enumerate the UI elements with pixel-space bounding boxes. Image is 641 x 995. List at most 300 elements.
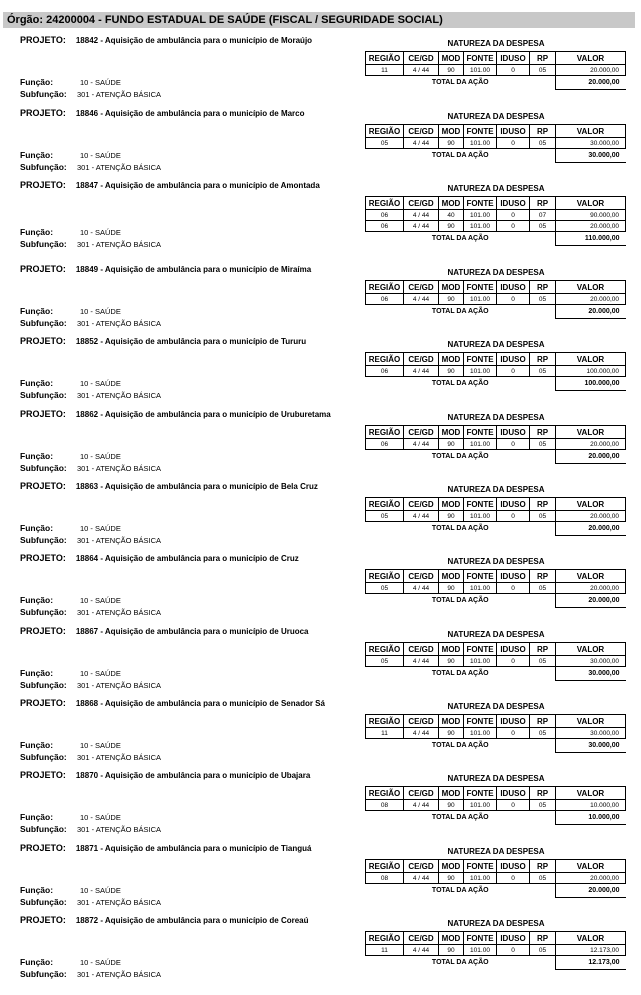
col-header: VALOR xyxy=(556,787,626,800)
table-cell: 05 xyxy=(530,439,556,450)
funcao-label: Função: xyxy=(20,227,54,237)
col-header: RP xyxy=(530,353,556,366)
subfuncao-value: 301 - ATENÇÃO BÁSICA xyxy=(77,319,162,328)
table-cell: 05 xyxy=(530,294,556,305)
subfuncao-value: 301 - ATENÇÃO BÁSICA xyxy=(77,90,162,99)
project-number: 18868 xyxy=(75,699,99,708)
total-value: 20.000,00 xyxy=(556,594,626,608)
despesa-table xyxy=(365,642,626,681)
project-description: Aquisição de ambulância para o município de Moraújo xyxy=(104,36,313,45)
col-header: VALOR xyxy=(556,353,626,366)
project-description: Aquisição de ambulância para o município de Coreaú xyxy=(104,916,309,925)
table-cell: 90 xyxy=(439,366,464,377)
project-label: PROJETO: xyxy=(20,336,66,346)
subfuncao-label: Subfunção: xyxy=(20,969,67,979)
despesa-table xyxy=(365,51,626,90)
project-block xyxy=(0,913,641,986)
table-cell: 0 xyxy=(497,210,530,221)
table-cell: 11 xyxy=(366,65,404,76)
project-description: Aquisição de ambulância para o município de Ubajara xyxy=(104,771,311,780)
project-block xyxy=(0,178,641,262)
col-header: IDUSO xyxy=(497,197,530,210)
table-cell: 4 / 44 xyxy=(404,439,439,450)
natureza-title: NATUREZA DA DESPESA xyxy=(447,485,545,494)
funcao-label: Função: xyxy=(20,378,54,388)
col-header: VALOR xyxy=(556,197,626,210)
table-cell: 101.00 xyxy=(464,511,497,522)
subfuncao-label: Subfunção: xyxy=(20,390,67,400)
col-header: REGIÃO xyxy=(366,353,404,366)
project-line: PROJETO: 18872 - Aquisição de ambulância para o município de Coreaú xyxy=(20,915,309,925)
funcao-label: Função: xyxy=(20,77,54,87)
table-cell: 90 xyxy=(439,583,464,594)
table-row xyxy=(366,439,626,450)
col-header: CE/GD xyxy=(404,643,439,656)
project-block xyxy=(0,841,641,914)
funcao-value: 10 - SAÚDE xyxy=(80,307,121,316)
despesa-table xyxy=(365,425,626,464)
col-header: CE/GD xyxy=(404,52,439,65)
table-cell: 05 xyxy=(530,138,556,149)
table-cell: 0 xyxy=(497,294,530,305)
col-header: CE/GD xyxy=(404,570,439,583)
funcao-label: Função: xyxy=(20,957,54,967)
col-header: IDUSO xyxy=(497,715,530,728)
project-number: 18847 xyxy=(75,181,99,190)
total-label: TOTAL DA AÇÃO xyxy=(431,380,489,388)
table-cell: 06 xyxy=(366,294,404,305)
table-cell: 30.000,00 xyxy=(556,138,626,149)
col-header: IDUSO xyxy=(497,52,530,65)
table-cell: 4 / 44 xyxy=(404,873,439,884)
project-number: 18871 xyxy=(75,844,99,853)
subfuncao-value: 301 - ATENÇÃO BÁSICA xyxy=(77,898,162,907)
col-header: RP xyxy=(530,643,556,656)
col-header: FONTE xyxy=(464,787,497,800)
col-header: RP xyxy=(530,197,556,210)
col-header: VALOR xyxy=(556,52,626,65)
project-description: Aquisição de ambulância para o município de Senador Sá xyxy=(104,699,325,708)
col-header: MOD xyxy=(439,570,464,583)
col-header: VALOR xyxy=(556,281,626,294)
table-cell: 05 xyxy=(530,945,556,956)
total-row xyxy=(366,377,626,391)
table-cell: 101.00 xyxy=(464,65,497,76)
subfuncao-label: Subfunção: xyxy=(20,897,67,907)
project-label: PROJETO: xyxy=(20,409,66,419)
project-line: PROJETO: 18842 - Aquisição de ambulância para o município de Moraújo xyxy=(20,35,313,45)
table-cell: 101.00 xyxy=(464,945,497,956)
col-header: REGIÃO xyxy=(366,125,404,138)
project-number: 18849 xyxy=(75,265,99,274)
subfuncao-value: 301 - ATENÇÃO BÁSICA xyxy=(77,240,162,249)
total-value: 30.000,00 xyxy=(556,739,626,753)
despesa-table xyxy=(365,124,626,163)
table-row xyxy=(366,366,626,377)
subfuncao-value: 301 - ATENÇÃO BÁSICA xyxy=(77,681,162,690)
total-label: TOTAL DA AÇÃO xyxy=(431,597,489,605)
project-number: 18872 xyxy=(75,916,99,925)
despesa-table xyxy=(365,859,626,898)
project-label: PROJETO: xyxy=(20,698,66,708)
table-cell: 40 xyxy=(439,210,464,221)
project-block xyxy=(0,551,641,624)
table-row xyxy=(366,873,626,884)
col-header: VALOR xyxy=(556,426,626,439)
table-cell: 05 xyxy=(530,583,556,594)
funcao-value: 10 - SAÚDE xyxy=(80,741,121,750)
table-cell: 101.00 xyxy=(464,800,497,811)
col-header: RP xyxy=(530,932,556,945)
total-label: TOTAL DA AÇÃO xyxy=(431,742,489,750)
table-cell: 4 / 44 xyxy=(404,138,439,149)
project-label: PROJETO: xyxy=(20,915,66,925)
project-label: PROJETO: xyxy=(20,481,66,491)
table-cell: 90 xyxy=(439,439,464,450)
col-header: CE/GD xyxy=(404,715,439,728)
total-value: 12.173,00 xyxy=(556,956,626,970)
despesa-table xyxy=(365,497,626,536)
col-header: MOD xyxy=(439,125,464,138)
table-cell: 4 / 44 xyxy=(404,65,439,76)
table-cell: 11 xyxy=(366,728,404,739)
table-cell: 4 / 44 xyxy=(404,221,439,232)
despesa-table xyxy=(365,569,626,608)
table-cell: 4 / 44 xyxy=(404,210,439,221)
table-cell: 90 xyxy=(439,728,464,739)
table-cell: 20.000,00 xyxy=(556,583,626,594)
project-description: Aquisição de ambulância para o município de Bela Cruz xyxy=(104,482,318,491)
natureza-title: NATUREZA DA DESPESA xyxy=(447,630,545,639)
col-header: MOD xyxy=(439,860,464,873)
total-row xyxy=(366,667,626,681)
col-header: IDUSO xyxy=(497,787,530,800)
table-cell: 12.173,00 xyxy=(556,945,626,956)
col-header: CE/GD xyxy=(404,353,439,366)
subfuncao-value: 301 - ATENÇÃO BÁSICA xyxy=(77,464,162,473)
project-line: PROJETO: 18846 - Aquisição de ambulância para o município de Marco xyxy=(20,108,305,118)
col-header: FONTE xyxy=(464,570,497,583)
project-number: 18867 xyxy=(75,627,99,636)
total-label: TOTAL DA AÇÃO xyxy=(431,235,489,243)
col-header: FONTE xyxy=(464,281,497,294)
project-number: 18864 xyxy=(75,554,99,563)
col-header: IDUSO xyxy=(497,125,530,138)
table-header-row xyxy=(366,52,626,65)
col-header: FONTE xyxy=(464,643,497,656)
table-cell: 08 xyxy=(366,800,404,811)
table-cell: 06 xyxy=(366,366,404,377)
col-header: CE/GD xyxy=(404,426,439,439)
col-header: REGIÃO xyxy=(366,570,404,583)
funcao-value: 10 - SAÚDE xyxy=(80,379,121,388)
table-cell: 101.00 xyxy=(464,366,497,377)
col-header: FONTE xyxy=(464,498,497,511)
col-header: CE/GD xyxy=(404,498,439,511)
table-cell: 101.00 xyxy=(464,221,497,232)
project-block xyxy=(0,334,641,407)
table-cell: 06 xyxy=(366,221,404,232)
orgao-header: Órgão: 24200004 - FUNDO ESTADUAL DE SAÚDE (FISCAL / SEGURIDADE SOCIAL) xyxy=(3,12,635,28)
total-value: 100.000,00 xyxy=(556,377,626,391)
natureza-title: NATUREZA DA DESPESA xyxy=(447,413,545,422)
table-cell: 20.000,00 xyxy=(556,294,626,305)
table-cell: 4 / 44 xyxy=(404,294,439,305)
subfuncao-value: 301 - ATENÇÃO BÁSICA xyxy=(77,753,162,762)
total-label: TOTAL DA AÇÃO xyxy=(431,525,489,533)
col-header: REGIÃO xyxy=(366,426,404,439)
project-label: PROJETO: xyxy=(20,553,66,563)
col-header: FONTE xyxy=(464,353,497,366)
natureza-title: NATUREZA DA DESPESA xyxy=(447,112,545,121)
table-row xyxy=(366,945,626,956)
table-cell: 4 / 44 xyxy=(404,511,439,522)
funcao-value: 10 - SAÚDE xyxy=(80,886,121,895)
col-header: MOD xyxy=(439,643,464,656)
col-header: MOD xyxy=(439,932,464,945)
col-header: IDUSO xyxy=(497,932,530,945)
funcao-label: Função: xyxy=(20,306,54,316)
subfuncao-label: Subfunção: xyxy=(20,89,67,99)
total-row xyxy=(366,76,626,90)
table-cell: 90 xyxy=(439,656,464,667)
subfuncao-label: Subfunção: xyxy=(20,607,67,617)
col-header: IDUSO xyxy=(497,643,530,656)
table-cell: 05 xyxy=(366,138,404,149)
col-header: REGIÃO xyxy=(366,197,404,210)
subfuncao-label: Subfunção: xyxy=(20,535,67,545)
total-row xyxy=(366,811,626,825)
table-cell: 06 xyxy=(366,210,404,221)
funcao-label: Função: xyxy=(20,595,54,605)
table-cell: 05 xyxy=(366,583,404,594)
table-cell: 0 xyxy=(497,728,530,739)
table-cell: 90 xyxy=(439,138,464,149)
funcao-value: 10 - SAÚDE xyxy=(80,813,121,822)
project-number: 18862 xyxy=(75,410,99,419)
total-label: TOTAL DA AÇÃO xyxy=(431,670,489,678)
total-value: 20.000,00 xyxy=(556,76,626,90)
table-header-row xyxy=(366,932,626,945)
table-cell: 90 xyxy=(439,800,464,811)
project-block xyxy=(0,407,641,480)
col-header: MOD xyxy=(439,353,464,366)
col-header: CE/GD xyxy=(404,197,439,210)
despesa-table xyxy=(365,196,626,246)
table-row xyxy=(366,138,626,149)
table-cell: 101.00 xyxy=(464,439,497,450)
subfuncao-value: 301 - ATENÇÃO BÁSICA xyxy=(77,970,162,979)
subfuncao-label: Subfunção: xyxy=(20,824,67,834)
table-row xyxy=(366,221,626,232)
col-header: FONTE xyxy=(464,860,497,873)
table-row xyxy=(366,511,626,522)
table-cell: 0 xyxy=(497,439,530,450)
project-number: 18846 xyxy=(75,109,99,118)
funcao-value: 10 - SAÚDE xyxy=(80,151,121,160)
table-cell: 05 xyxy=(366,656,404,667)
table-cell: 05 xyxy=(530,511,556,522)
table-row xyxy=(366,294,626,305)
total-label: TOTAL DA AÇÃO xyxy=(431,79,489,87)
project-block xyxy=(0,106,641,179)
col-header: IDUSO xyxy=(497,498,530,511)
project-number: 18852 xyxy=(75,337,99,346)
table-cell: 0 xyxy=(497,656,530,667)
total-row xyxy=(366,884,626,898)
table-cell: 100.000,00 xyxy=(556,366,626,377)
table-cell: 101.00 xyxy=(464,728,497,739)
table-cell: 4 / 44 xyxy=(404,945,439,956)
funcao-value: 10 - SAÚDE xyxy=(80,228,121,237)
project-line: PROJETO: 18870 - Aquisição de ambulância para o município de Ubajara xyxy=(20,770,311,780)
table-cell: 05 xyxy=(530,873,556,884)
table-cell: 20.000,00 xyxy=(556,511,626,522)
col-header: VALOR xyxy=(556,860,626,873)
project-description: Aquisição de ambulância para o município de Marco xyxy=(104,109,305,118)
table-cell: 90 xyxy=(439,945,464,956)
total-label: TOTAL DA AÇÃO xyxy=(431,959,489,967)
total-label: TOTAL DA AÇÃO xyxy=(431,152,489,160)
col-header: RP xyxy=(530,860,556,873)
table-cell: 90 xyxy=(439,65,464,76)
col-header: IDUSO xyxy=(497,570,530,583)
subfuncao-label: Subfunção: xyxy=(20,752,67,762)
table-cell: 30.000,00 xyxy=(556,728,626,739)
project-number: 18842 xyxy=(75,36,99,45)
subfuncao-label: Subfunção: xyxy=(20,318,67,328)
table-cell: 20.000,00 xyxy=(556,439,626,450)
project-line: PROJETO: 18867 - Aquisição de ambulância para o município de Uruoca xyxy=(20,626,309,636)
despesa-table xyxy=(365,714,626,753)
col-header: RP xyxy=(530,281,556,294)
natureza-title: NATUREZA DA DESPESA xyxy=(447,39,545,48)
project-description: Aquisição de ambulância para o município de Miraíma xyxy=(104,265,312,274)
col-header: REGIÃO xyxy=(366,498,404,511)
total-row xyxy=(366,450,626,464)
col-header: MOD xyxy=(439,715,464,728)
table-cell: 0 xyxy=(497,945,530,956)
col-header: MOD xyxy=(439,52,464,65)
table-cell: 0 xyxy=(497,583,530,594)
table-cell: 20.000,00 xyxy=(556,65,626,76)
total-value: 110.000,00 xyxy=(556,232,626,246)
funcao-value: 10 - SAÚDE xyxy=(80,596,121,605)
col-header: VALOR xyxy=(556,125,626,138)
col-header: VALOR xyxy=(556,932,626,945)
despesa-table xyxy=(365,931,626,970)
project-block xyxy=(0,696,641,769)
table-cell: 101.00 xyxy=(464,656,497,667)
col-header: CE/GD xyxy=(404,787,439,800)
despesa-table xyxy=(365,280,626,319)
natureza-title: NATUREZA DA DESPESA xyxy=(447,774,545,783)
table-header-row xyxy=(366,715,626,728)
table-row xyxy=(366,800,626,811)
table-header-row xyxy=(366,860,626,873)
total-value: 10.000,00 xyxy=(556,811,626,825)
col-header: VALOR xyxy=(556,570,626,583)
funcao-value: 10 - SAÚDE xyxy=(80,78,121,87)
funcao-label: Função: xyxy=(20,668,54,678)
col-header: FONTE xyxy=(464,125,497,138)
col-header: VALOR xyxy=(556,715,626,728)
project-line: PROJETO: 18864 - Aquisição de ambulância para o município de Cruz xyxy=(20,553,299,563)
col-header: FONTE xyxy=(464,932,497,945)
col-header: IDUSO xyxy=(497,860,530,873)
total-row xyxy=(366,149,626,163)
total-label: TOTAL DA AÇÃO xyxy=(431,453,489,461)
table-cell: 05 xyxy=(530,728,556,739)
table-cell: 101.00 xyxy=(464,210,497,221)
table-cell: 0 xyxy=(497,511,530,522)
col-header: RP xyxy=(530,52,556,65)
table-cell: 05 xyxy=(366,511,404,522)
table-cell: 06 xyxy=(366,439,404,450)
table-cell: 0 xyxy=(497,873,530,884)
project-label: PROJETO: xyxy=(20,35,66,45)
col-header: RP xyxy=(530,125,556,138)
total-row xyxy=(366,305,626,319)
project-label: PROJETO: xyxy=(20,770,66,780)
table-cell: 101.00 xyxy=(464,583,497,594)
table-cell: 05 xyxy=(530,800,556,811)
table-row xyxy=(366,210,626,221)
funcao-value: 10 - SAÚDE xyxy=(80,669,121,678)
col-header: REGIÃO xyxy=(366,52,404,65)
table-row xyxy=(366,583,626,594)
table-cell: 90 xyxy=(439,294,464,305)
project-line: PROJETO: 18871 - Aquisição de ambulância para o município de Tianguá xyxy=(20,843,312,853)
total-row xyxy=(366,956,626,970)
project-description: Aquisição de ambulância para o município de Amontada xyxy=(104,181,320,190)
natureza-title: NATUREZA DA DESPESA xyxy=(447,340,545,349)
col-header: MOD xyxy=(439,498,464,511)
table-header-row xyxy=(366,426,626,439)
col-header: MOD xyxy=(439,197,464,210)
col-header: RP xyxy=(530,715,556,728)
subfuncao-label: Subfunção: xyxy=(20,162,67,172)
table-header-row xyxy=(366,570,626,583)
project-block xyxy=(0,768,641,841)
subfuncao-value: 301 - ATENÇÃO BÁSICA xyxy=(77,163,162,172)
table-cell: 4 / 44 xyxy=(404,366,439,377)
table-cell: 0 xyxy=(497,138,530,149)
table-header-row xyxy=(366,281,626,294)
table-row xyxy=(366,65,626,76)
table-cell: 90 xyxy=(439,511,464,522)
col-header: CE/GD xyxy=(404,125,439,138)
project-label: PROJETO: xyxy=(20,626,66,636)
col-header: RP xyxy=(530,570,556,583)
table-header-row xyxy=(366,787,626,800)
subfuncao-value: 301 - ATENÇÃO BÁSICA xyxy=(77,825,162,834)
project-label: PROJETO: xyxy=(20,843,66,853)
col-header: FONTE xyxy=(464,52,497,65)
total-row xyxy=(366,739,626,753)
total-label: TOTAL DA AÇÃO xyxy=(431,887,489,895)
project-line: PROJETO: 18868 - Aquisição de ambulância para o município de Senador Sá xyxy=(20,698,325,708)
table-cell: 101.00 xyxy=(464,873,497,884)
col-header: MOD xyxy=(439,281,464,294)
project-description: Aquisição de ambulância para o município de Tianguá xyxy=(104,844,312,853)
table-cell: 4 / 44 xyxy=(404,800,439,811)
col-header: REGIÃO xyxy=(366,787,404,800)
table-cell: 10.000,00 xyxy=(556,800,626,811)
table-cell: 90.000,00 xyxy=(556,210,626,221)
col-header: REGIÃO xyxy=(366,281,404,294)
table-header-row xyxy=(366,643,626,656)
